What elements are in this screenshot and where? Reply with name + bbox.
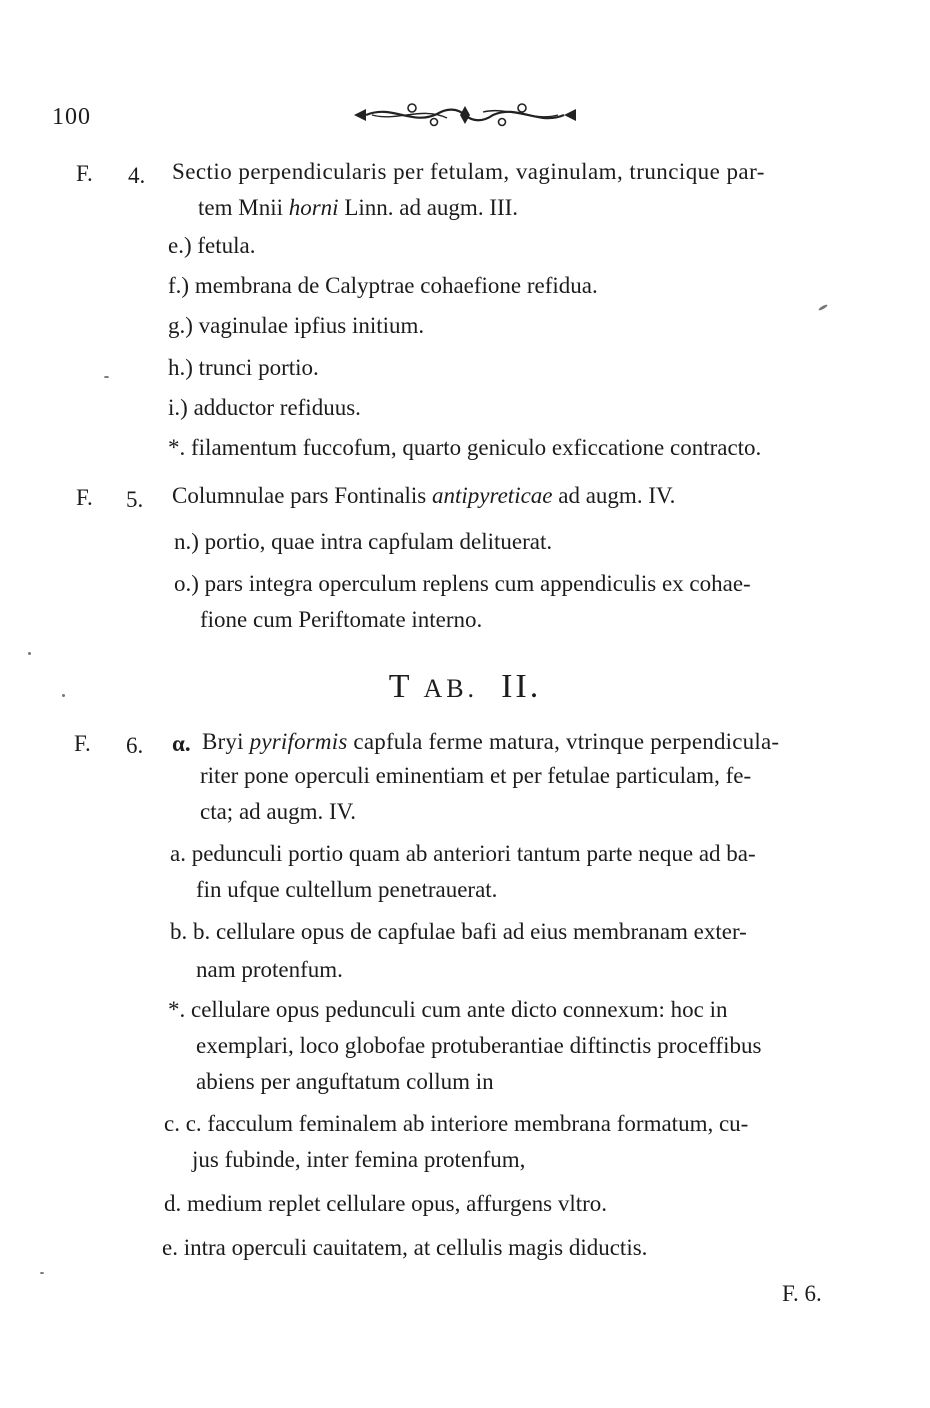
- fig6-item-star-line3: abiens per anguftatum collum in: [196, 1069, 494, 1094]
- plate-heading: T AB. II.: [388, 668, 542, 705]
- fig6-item-c-line2: jus fubinde, inter femina protenfum,: [192, 1147, 526, 1172]
- floral-ornament-icon: [352, 100, 578, 130]
- fig6-item-star-line1: *. cellulare opus pedunculi cum ante dicto connexum: hoc in: [168, 997, 728, 1022]
- paper-speck: [62, 694, 65, 697]
- fig4-item-star: *. filamentum fuccofum, quarto geniculo exficcatione contracto.: [168, 435, 762, 460]
- fig6-number: 6.: [126, 733, 144, 758]
- fig5-number: 5.: [126, 487, 144, 512]
- fig4-description-line1: Sectio perpendicularis per fetulam, vaginulam, truncique par-: [172, 159, 765, 184]
- fig4-number: 4.: [128, 163, 146, 188]
- fig5-item-o-line2: fione cum Periftomate interno.: [200, 607, 483, 632]
- fig6-label: F.: [74, 731, 91, 756]
- paper-speck: [28, 652, 31, 655]
- fig6-description-line3: cta; ad augm. IV.: [200, 799, 357, 824]
- fig4-item-f: f.) membrana de Calyptrae cohaefione refidua.: [168, 273, 598, 298]
- fig6-description-line2: riter pone operculi eminentiam et per fetulae particulam, fe-: [200, 763, 752, 788]
- fig6-alpha: α.: [172, 731, 191, 756]
- fig6-item-b-line1: b. b. cellulare opus de capfulae bafi ad eius membranam exter-: [170, 919, 747, 944]
- fig4-item-e: e.) fetula.: [168, 233, 256, 258]
- species-name-italic: horni: [288, 195, 339, 220]
- fig4-item-i: i.) adductor refiduus.: [168, 395, 361, 420]
- fig6-item-star-line2: exemplari, loco globofae protuberantiae diftinctis proceffibus: [196, 1033, 762, 1058]
- catchword: F. 6.: [782, 1281, 822, 1306]
- fig5-item-n: n.) portio, quae intra capfulam delituerat.: [174, 529, 553, 554]
- fig6-item-a-line1: a. pedunculi portio quam ab anteriori tantum parte neque ad ba-: [170, 841, 756, 866]
- fig6-item-c-line1: c. c. facculum feminalem ab interiore membrana formatum, cu-: [164, 1111, 749, 1136]
- fig5-label: F.: [76, 485, 93, 510]
- fig4-label: F.: [76, 161, 93, 186]
- fig6-item-a-line2: fin ufque cultellum penetrauerat.: [196, 877, 498, 902]
- fig6-description-line1: Bryi pyriformis capfula ferme matura, vtrinque perpendicula-: [202, 729, 780, 754]
- fig4-description-line2: tem Mnii horni Linn. ad augm. III.: [198, 195, 519, 220]
- fig6-item-e: e. intra operculi cauitatem, at cellulis magis diductis.: [162, 1235, 648, 1260]
- paper-speck: [40, 1272, 44, 1274]
- paper-speck: [104, 376, 109, 378]
- fig5-item-o-line1: o.) pars integra operculum replens cum appendiculis ex cohae-: [174, 571, 751, 596]
- page-number: 100: [52, 104, 91, 130]
- fig4-item-g: g.) vaginulae ipfius initium.: [168, 313, 425, 338]
- fig6-item-b-line2: nam protenfum.: [196, 957, 343, 982]
- species-name-italic: antipyreticae: [432, 483, 553, 508]
- species-name-italic: pyriformis: [249, 729, 348, 754]
- fig5-description: Columnulae pars Fontinalis antipyreticae ad augm. IV.: [172, 483, 676, 508]
- paper-speck: [818, 304, 828, 312]
- fig6-item-d: d. medium replet cellulare opus, affurgens vltro.: [164, 1191, 608, 1216]
- fig4-item-h: h.) trunci portio.: [168, 355, 319, 380]
